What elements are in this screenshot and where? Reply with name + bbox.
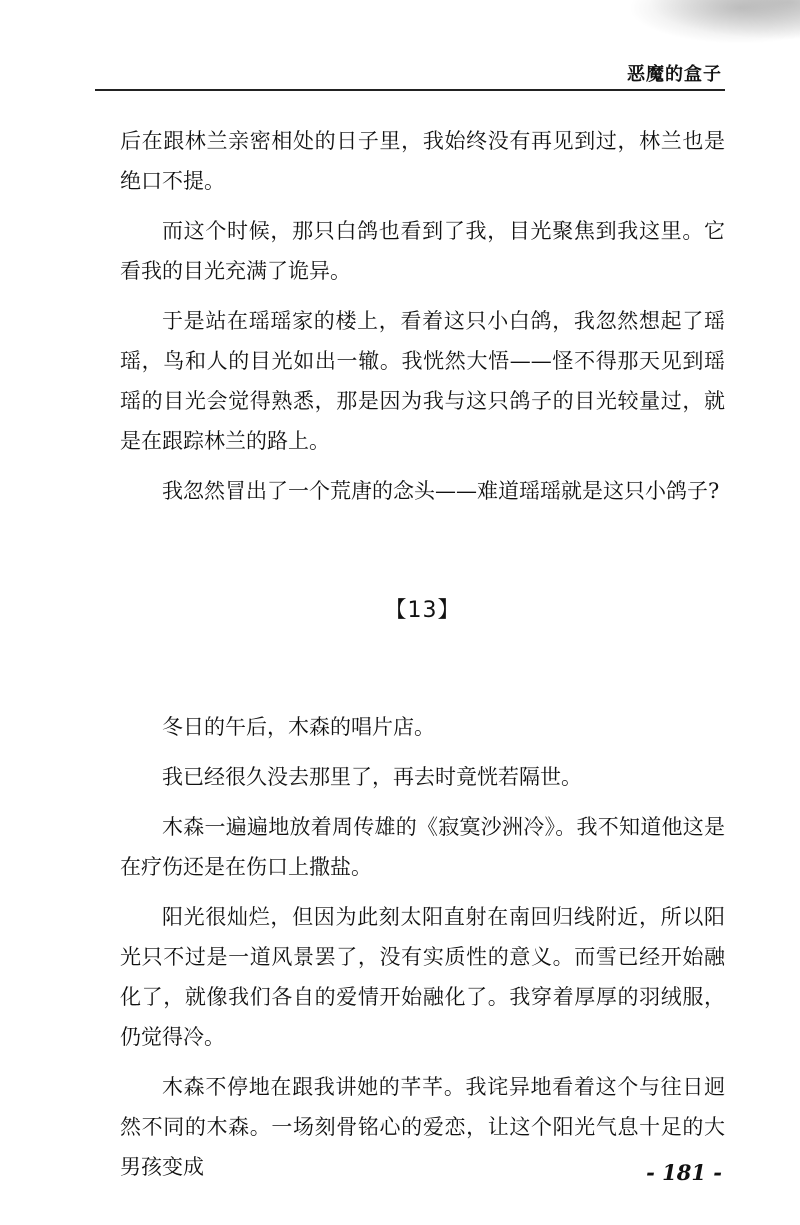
paragraph: 而这个时候，那只白鸽也看到了我，目光聚焦到我这里。它看我的目光充满了诡异。 — [120, 219, 725, 283]
header-rule — [95, 89, 725, 91]
paragraph: 木森不停地在跟我讲她的芊芊。我诧异地看着这个与往日迥然不同的木森。一场刻骨铭心的爱恋，让这个阳光气息十足的大男孩变成 — [120, 1075, 725, 1179]
paragraph: 冬日的午后，木森的唱片店。 — [162, 715, 435, 739]
page-number: - 181 - — [646, 1160, 722, 1185]
body-text — [120, 121, 725, 1187]
scan-texture — [610, 0, 800, 50]
paragraph: 我已经很久没去那里了，再去时竟恍若隔世。 — [162, 765, 582, 789]
paragraph-continued: 后在跟林兰亲密相处的日子里，我始终没有再见到过，林兰也是绝口不提。 — [120, 129, 725, 193]
running-title: 恶魔的盒子 — [627, 64, 722, 85]
paragraph: 于是站在瑶瑶家的楼上，看着这只小白鸽，我忽然想起了瑶瑶，鸟和人的目光如出一辙。我恍然大悟——怪不得那天见到瑶瑶的目光会觉得熟悉，那是因为我与这只鸽子的目光较量过，就是在跟踪林兰的路上。 — [120, 309, 725, 453]
paragraph: 木森一遍遍地放着周传雄的《寂寞沙洲冷》。我不知道他这是在疗伤还是在伤口上撒盐。 — [120, 815, 725, 879]
paragraph: 阳光很灿烂，但因为此刻太阳直射在南回归线附近，所以阳光只不过是一道风景罢了，没有实质性的意义。而雪已经开始融化了，就像我们各自的爱情开始融化了。我穿着厚厚的羽绒服，仍觉得冷。 — [120, 905, 725, 1049]
paragraph: 我忽然冒出了一个荒唐的念头——难道瑶瑶就是这只小鸽子? — [162, 479, 720, 503]
chapter-heading: 【13】 — [384, 598, 461, 623]
